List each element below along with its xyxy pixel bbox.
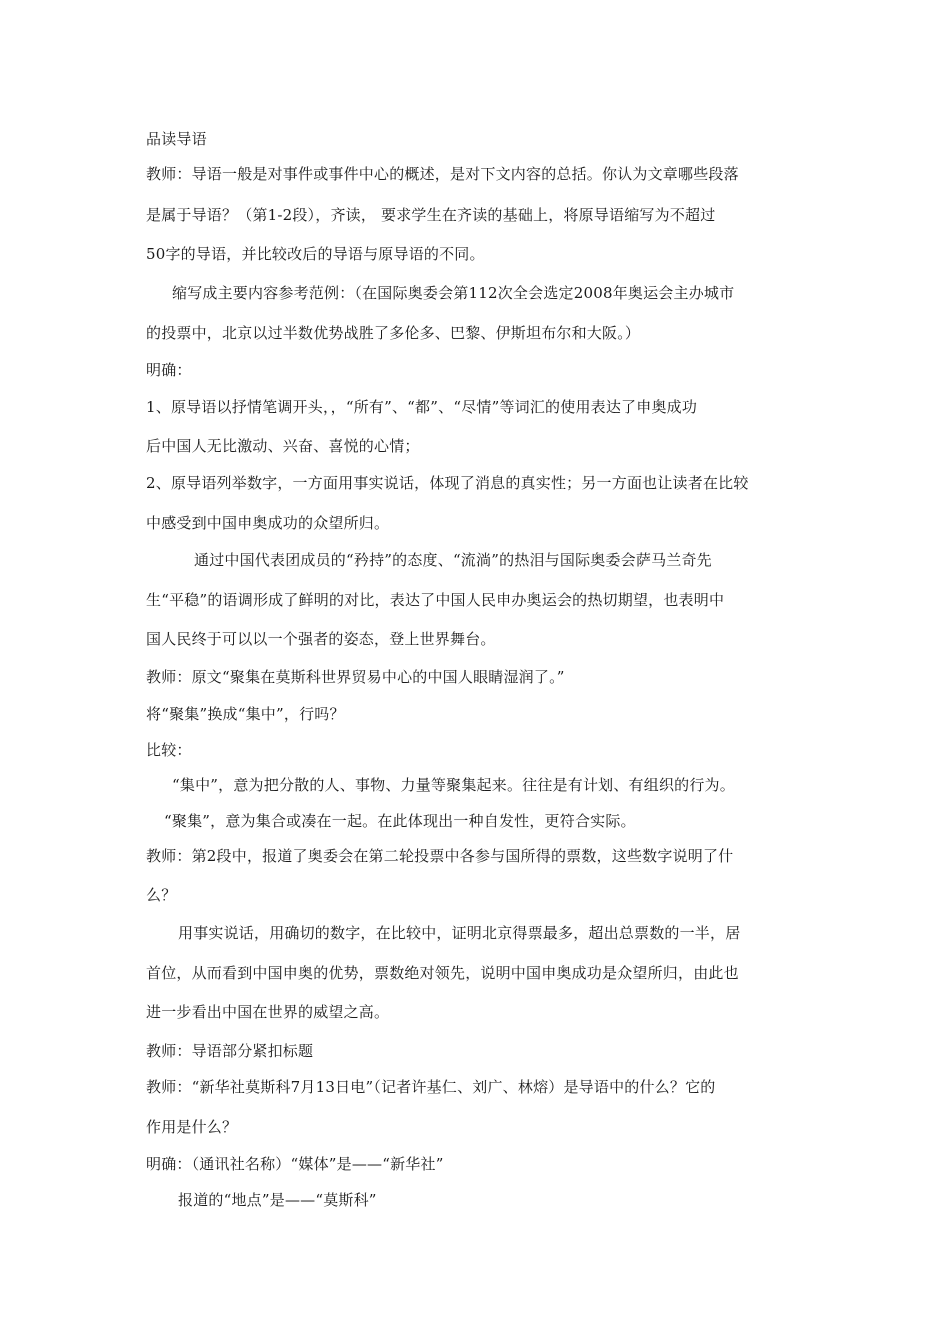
text-line: 报道的“地点”是——“莫斯科” — [178, 1191, 377, 1209]
text-line: 首位，从而看到中国申奥的优势，票数绝对领先，说明中国申奥成功是众望所归，由此也 — [146, 964, 739, 982]
text-line: 进一步看出中国在世界的威望之高。 — [146, 1003, 390, 1021]
text-line: 国人民终于可以以一个强者的姿态，登上世界舞台。 — [146, 630, 496, 648]
text-line: “集中”，意为把分散的人、事物、力量等聚集起来。往往是有计划、有组织的行为。 — [172, 776, 735, 794]
text-line: 缩写成主要内容参考范例：（在国际奥委会第112次全会选定2008年奥运会主办城市 — [172, 284, 735, 302]
text-line: 1、原导语以抒情笔调开头，，“所有”、“都”、“尽情”等词汇的使用表达了申奥成功 — [146, 398, 698, 416]
text-line: 教师：第2段中，报道了奥委会在第二轮投票中各参与国所得的票数，这些数字说明了什 — [146, 847, 734, 865]
text-line: 明确：（通讯社名称）“媒体”是——“新华社” — [146, 1155, 444, 1173]
text-line: 么？ — [146, 886, 177, 904]
text-line: 教师：导语一般是对事件或事件中心的概述，是对下文内容的总括。你认为文章哪些段落 — [146, 165, 739, 183]
text-line: 通过中国代表团成员的“矜持”的态度、“流淌”的热泪与国际奥委会萨马兰奇先 — [194, 551, 712, 569]
text-line: 明确： — [146, 361, 192, 379]
text-line: 作用是什么？ — [146, 1118, 238, 1136]
text-line: 后中国人无比激动、兴奋、喜悦的心情； — [146, 437, 420, 455]
text-line: 是属于导语？（第1-2段），齐读， 要求学生在齐读的基础上，将原导语缩写为不超过 — [146, 206, 716, 224]
heading-line: 品读导语 — [146, 130, 207, 148]
text-line: 教师：导语部分紧扣标题 — [146, 1042, 314, 1060]
text-line: 生“平稳”的语调形成了鲜明的对比，表达了中国人民申办奥运会的热切期望，也表明中 — [146, 591, 725, 609]
text-line: “聚集”，意为集合或凑在一起。在此体现出一种自发性，更符合实际。 — [164, 812, 636, 830]
text-line: 比较： — [146, 741, 192, 759]
text-line: 将“聚集”换成“集中”，行吗？ — [146, 705, 345, 723]
text-line: 教师：原文“聚集在莫斯科世界贸易中心的中国人眼睛湿润了。” — [146, 668, 565, 686]
text-line: 中感受到中国申奥成功的众望所归。 — [146, 514, 390, 532]
text-line: 的投票中，北京以过半数优势战胜了多伦多、巴黎、伊斯坦布尔和大阪。） — [146, 324, 641, 342]
text-line: 用事实说话，用确切的数字，在比较中，证明北京得票最多，超出总票数的一半，居 — [178, 924, 741, 942]
text-line: 50字的导语，并比较改后的导语与原导语的不同。 — [146, 245, 485, 263]
text-line: 2、原导语列举数字，一方面用事实说话，体现了消息的真实性；另一方面也让读者在比较 — [146, 474, 749, 492]
text-line: 教师：“新华社莫斯科7月13日电”（记者许基仁、刘广、林熔）是导语中的什么？它的 — [146, 1078, 716, 1096]
